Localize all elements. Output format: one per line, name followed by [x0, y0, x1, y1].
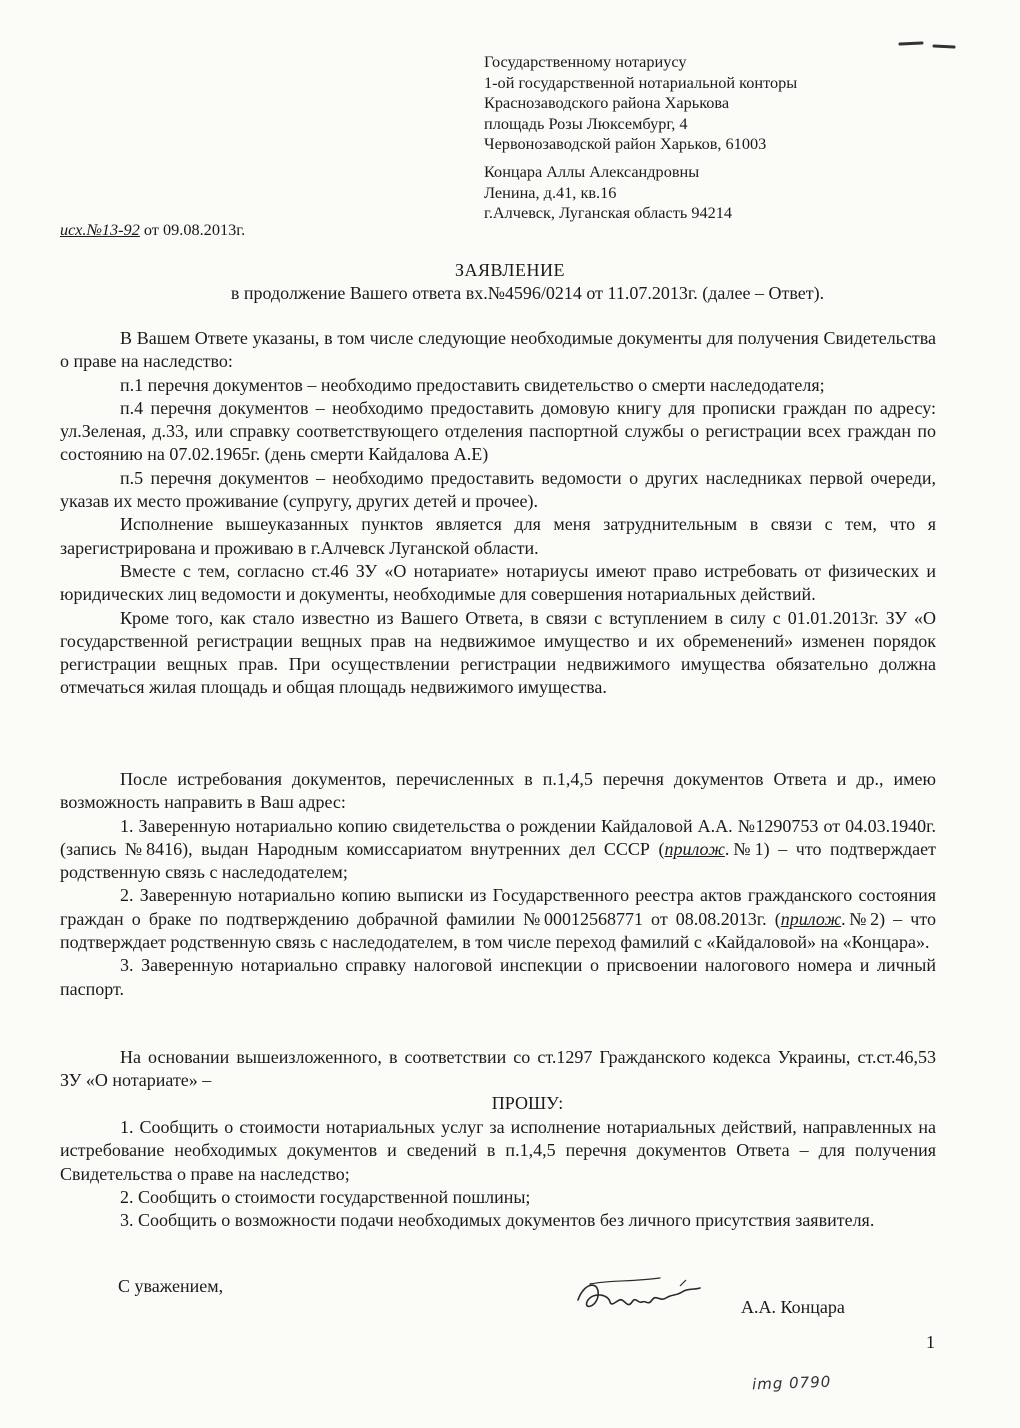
recipient-line: Государственному нотариусу — [484, 52, 687, 71]
body-block-3 — [60, 1046, 936, 1093]
signer-name: А.А. Концара — [741, 1297, 845, 1317]
attachment-ref: прилож — [664, 838, 725, 859]
signature — [570, 1272, 710, 1322]
paragraph: п.1 перечня документов – необходимо предоставить свидетельство о смерти наследодателя; — [120, 374, 825, 395]
handwritten-mark — [898, 38, 968, 58]
recipient-line: Червонозаводской район Харьков, 61003 — [484, 134, 767, 153]
enclosure-item-1: 1. Заверенную нотариально копию свидетельства о рождении Кайдаловой А.А. №1290753 от 04.03.1940г. (запись №8416), выдан Народным комиссариатом внутренних дел СССР (прилож.№1) – что подтверждает родственную связь с наследодателем; — [60, 815, 936, 883]
recipient-address — [484, 52, 797, 155]
sender-address — [484, 162, 732, 224]
request-heading: ПРОШУ: — [491, 1093, 564, 1113]
document-title: ЗАЯВЛЕНИЕ — [454, 260, 566, 280]
request-list — [60, 1116, 936, 1232]
enclosure-item-2: 2. Заверенную нотариально копию выписки из Государственного реестра актов гражданского состояния граждан о браке по подтверждению добрачной фамилии №00012568771 от 08.08.2013г. (прилож.№2) – что подтверждает родственную связь с наследодателем, в том числе переход фамилий с «Кайдаловой» на «Концара». — [60, 885, 936, 953]
page-number: 1 — [926, 1332, 935, 1352]
request-item: 1. Сообщить о стоимости нотариальных услуг за исполнение нотариальных действий, направленных на истребование необходимых документов и сведений в п.1,4,5 перечня документов Ответа – для получения Свидетельства о праве на наследство; — [60, 1117, 936, 1184]
handwritten-note: img 0790 — [751, 1372, 832, 1394]
outgoing-reference — [60, 220, 245, 240]
paragraph: Вместе с тем, согласно ст.46 ЗУ «О нотариате» нотариусы имеют право истребовать от физических и юридических лиц ведомости и документы, необходимые для совершения нотариальных действий. — [60, 560, 936, 605]
closing-salutation: С уважением, — [118, 1276, 224, 1296]
recipient-line: площадь Розы Люксембург, 4 — [484, 113, 688, 133]
outgoing-number: исх.№13-92 — [60, 220, 140, 239]
paragraph: Кроме того, как стало известно из Вашего Ответа, в связи с вступлением в силу с 01.01.2013г. ЗУ «О государственной регистрации вещных прав на недвижимое имущество и их обременений» изменен порядок регистрации вещных прав. При осуществлении регистрации недвижимого имущества обязательно должна отмечаться жилая площадь и общая площадь недвижимого имущества. — [60, 607, 936, 698]
enclosure-item-3: 3. Заверенную нотариально справку налоговой инспекции о присвоении налогового номера и личный паспорт. — [60, 955, 936, 999]
sender-line: Концара Аллы Александровны — [484, 162, 700, 181]
body-block-1 — [60, 327, 936, 700]
paragraph: После истребования документов, перечисленных в п.1,4,5 перечня документов Ответа и др., имею возможность направить в Ваш адрес: — [60, 769, 936, 813]
attachment-ref: прилож — [780, 908, 842, 929]
request-item: 3. Сообщить о возможности подачи необходимых документов без личного присутствия заявителя. — [120, 1210, 875, 1231]
recipient-line: 1-ой государственной нотариальной конторы — [484, 72, 798, 92]
request-item: 2. Сообщить о стоимости государственной пошлины; — [120, 1186, 531, 1207]
paragraph: На основании вышеизложенного, в соответствии со ст.1297 Гражданского кодекса Украины, ст.ст.46,53 ЗУ «О нотариате» – — [60, 1047, 936, 1091]
document-subtitle: в продолжение Вашего ответа вх.№4596/0214 от 11.07.2013г. (далее – Ответ). — [230, 283, 825, 303]
sender-line: г.Алчевск, Луганская область 94214 — [484, 203, 733, 222]
paragraph: Исполнение вышеуказанных пунктов является для меня затруднительным в связи с тем, что я зарегистрирована и проживаю в г.Алчевск Луганской области. — [60, 514, 936, 558]
paragraph: В Вашем Ответе указаны, в том числе следующие необходимые документы для получения Свидетельства о праве на наследство: — [60, 328, 936, 372]
body-block-2 — [60, 768, 936, 1001]
paragraph: п.5 перечня документов – необходимо предоставить ведомости о других наследниках первой очереди, указав их место проживание (супругу, других детей и прочее). — [60, 467, 936, 512]
sender-line: Ленина, д.41, кв.16 — [484, 182, 617, 202]
outgoing-date: от 09.08.2013г. — [139, 220, 246, 239]
paragraph: п.4 перечня документов – необходимо предоставить домовую книгу для прописки граждан по адресу: ул.Зеленая, д.33, или справку соответствующего отделения паспортной службы о регистрации всех граждан по состоянию на 07.02.1965г. (день смерти Кайдалова А.Е) — [60, 397, 936, 465]
recipient-line: Краснозаводского района Харькова — [484, 93, 730, 112]
